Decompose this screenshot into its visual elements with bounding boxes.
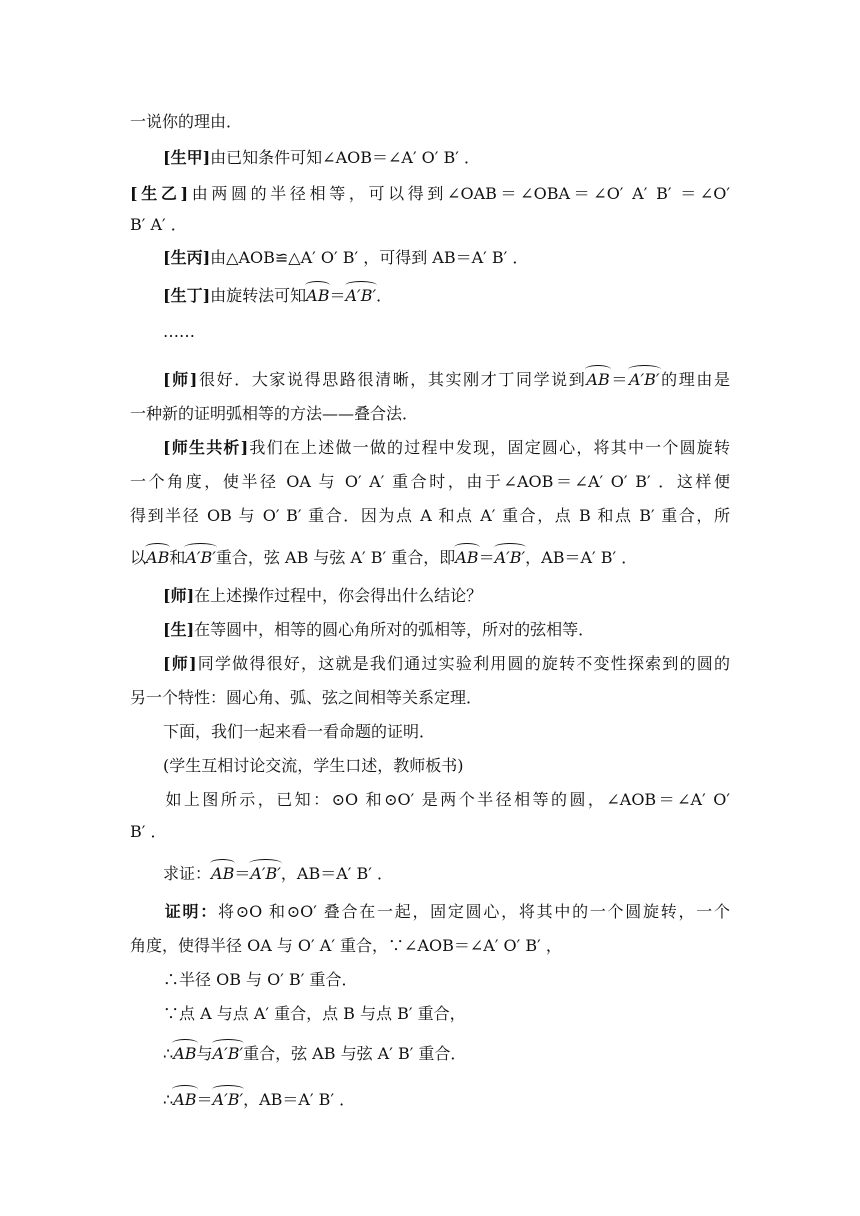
line-15: [生]在等圆中，相等的圆心角所对的弧相等，所对的弦相等．	[163, 620, 595, 639]
line-23: 证明：将⊙O 和⊙O′ 叠合在一起，固定圆心，将其中的一个圆旋转，一个	[163, 902, 730, 921]
line-10: [师生共析]我们在上述做一做的过程中发现，固定圆心，将其中一个圆旋转	[163, 438, 730, 457]
arc-ab: AB	[146, 548, 170, 567]
arc-a1b1: A′B′	[185, 548, 216, 567]
arc-a1b1: A′B′	[250, 864, 281, 883]
arc-ab: AB	[586, 370, 610, 389]
speaker-tag: [生丙]	[163, 248, 211, 267]
line-25: ∴半径 OB 与 O′ B′ 重合．	[163, 970, 358, 989]
line-12: 得到半径 OB 与 O′ B′ 重合．因为点 A 和点 A′ 重合，点 B 和点 B′ 重合，所	[130, 506, 730, 525]
line-27: ∴AB与A′B′重合，弦 AB 与弦 A′ B′ 重合．	[163, 1044, 467, 1063]
speaker-tag: [师]	[163, 586, 195, 605]
line-14: [师]在上述操作过程中，你会得出什么结论？	[163, 586, 483, 605]
line-8: [师]很好．大家说得思路很清晰，其实刚才丁同学说到AB＝A′B′的理由是	[163, 370, 730, 389]
arc-ab: AB	[173, 1044, 197, 1063]
arc-a1b1: A′B′	[345, 286, 377, 305]
line-3: [生乙]由两圆的半径相等，可以得到∠OAB＝∠OBA＝∠O′ A′ B′ ＝∠O′	[130, 184, 730, 203]
arc-ab: AB	[455, 548, 479, 567]
line-9: 一种新的证明弧相等的方法——叠合法．	[130, 404, 419, 423]
arc-a1b1: A′B′	[212, 1090, 244, 1109]
line-16: [师]同学做得很好，这就是我们通过实验利用圆的旋转不变性探索到的圆的	[163, 654, 730, 673]
arc-ab: AB	[173, 1090, 197, 1109]
line-21: B′ ．	[130, 822, 167, 841]
line-1: 一说你的理由．	[130, 112, 243, 131]
speaker-tag: [生]	[163, 620, 195, 639]
speaker-tag: [师]	[163, 654, 197, 673]
line-26: ∵点 A 与点 A′ 重合，点 B 与点 B′ 重合，	[163, 1004, 466, 1023]
speaker-tag: [师生共析]	[163, 438, 249, 457]
line-5: [生丙]由△AOB≌△A′ O′ B′ ，可得到 AB＝A′ B′ ．	[163, 248, 529, 267]
line-7: ……	[163, 322, 195, 341]
line-4: B′ A′ ．	[130, 215, 187, 234]
arc-a1b1: A′B′	[494, 548, 526, 567]
line-17: 另一个特性：圆心角、弧、弦之间相等关系定理．	[130, 688, 483, 707]
speaker-tag: [生乙]	[130, 184, 189, 203]
proof-label: 证明：	[163, 902, 218, 921]
speaker-tag: [生甲]	[163, 148, 211, 167]
line-2: [生甲]由已知条件可知∠AOB＝∠A′ O′ B′ ．	[163, 148, 480, 167]
speaker-tag: [师]	[163, 370, 198, 389]
arc-a1b1: A′B′	[628, 370, 660, 389]
line-6: [生丁]由旋转法可知AB＝A′B′．	[163, 286, 393, 305]
arc-a1b1: A′B′	[212, 1044, 244, 1063]
line-11: 一个角度，使半径 OA 与 O′ A′ 重合时，由于∠AOB＝∠A′ O′ B′ ．这样便	[130, 472, 730, 491]
line-20: 如上图所示，已知：⊙O 和⊙O′ 是两个半径相等的圆，∠AOB＝∠A′ O′	[163, 790, 730, 809]
speaker-tag: [生丁]	[163, 286, 211, 305]
arc-ab: AB	[211, 864, 235, 883]
line-13: 以AB和A′B′重合，弦 AB 与弦 A′ B′ 重合，即AB＝A′B′，AB＝A′ B′ ．	[130, 548, 638, 567]
line-28: ∴AB＝A′B′，AB＝A′ B′ ．	[163, 1090, 356, 1109]
arc-ab: AB	[306, 286, 330, 305]
line-24: 角度，使得半径 OA 与 O′ A′ 重合，∵∠AOB＝∠A′ O′ B′ ，	[130, 936, 562, 955]
line-22: 求证：AB＝A′B′，AB＝A′ B′ ．	[163, 864, 393, 883]
line-19: (学生互相讨论交流，学生口述，教师板书)	[163, 756, 464, 775]
line-18: 下面，我们一起来看一看命题的证明．	[163, 722, 436, 741]
